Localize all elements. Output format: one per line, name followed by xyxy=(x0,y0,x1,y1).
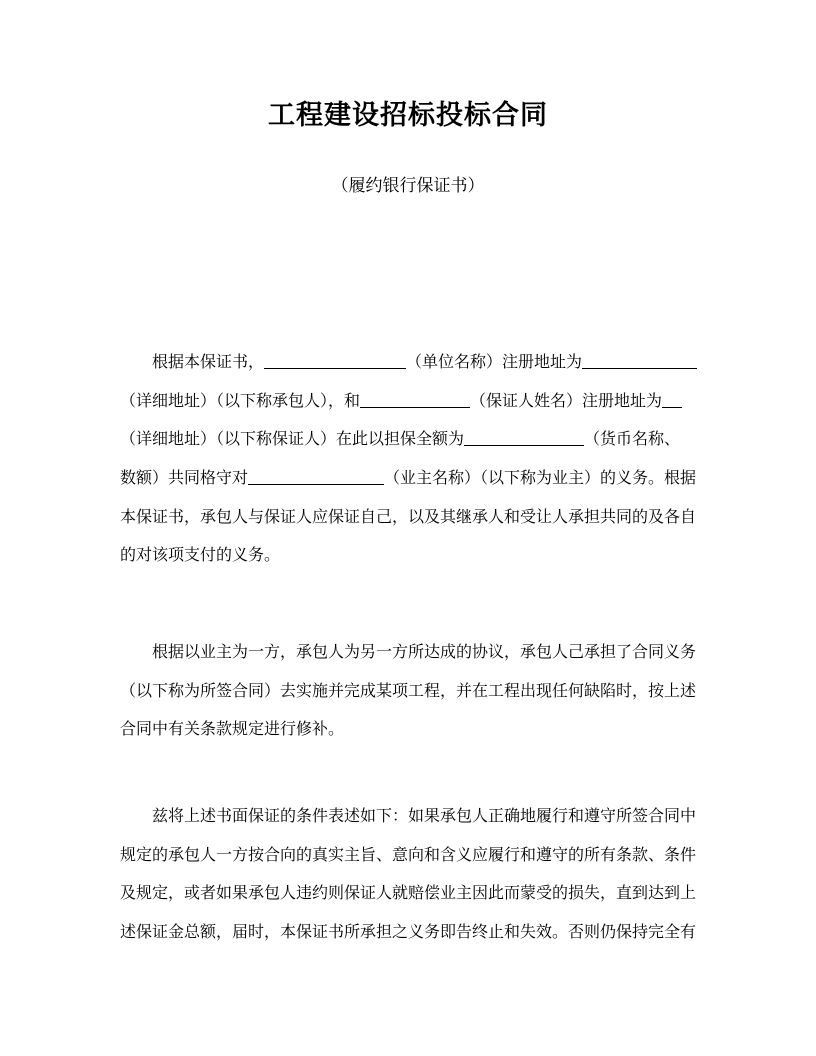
fill-in-blank-underline xyxy=(248,464,384,485)
text-segment: （详细地址）（以下称承包人），和 xyxy=(120,390,361,410)
text-segment: （单位名称）注册地址为 xyxy=(406,352,583,371)
document-subtitle: （履约银行保证书） xyxy=(331,176,485,196)
text-segment: （业主名称）（以下称为业主）的义务。根据 xyxy=(384,468,697,488)
text-segment: 根据本保证书， xyxy=(152,352,265,371)
text-line: 本保证书，承包人与保证人应保证自己，以及其继承人和受让人承担共同的及各自 xyxy=(120,506,697,526)
text-line: 述保证金总额，届时，本保证书所承担之义务即告终止和失效。否则仍保持完全有 xyxy=(120,922,697,942)
text-segment: 数额）共同格守对 xyxy=(120,468,249,488)
text-line: 及规定，或者如果承包人违约则保证人就赔偿业主因此而蒙受的损失，直到达到上 xyxy=(120,883,697,903)
text-segment: （保证人姓名）注册地址为 xyxy=(470,390,663,410)
text-segment: （货币名称、 xyxy=(584,429,681,449)
fill-in-blank-underline xyxy=(662,387,682,408)
text-line xyxy=(120,459,700,498)
text-line xyxy=(120,382,700,421)
text-line: 规定的承包人一方按合向的真实主旨、意向和含义应履行和遵守的所有条款、条件 xyxy=(120,844,697,864)
text-line xyxy=(120,343,700,382)
text-segment: （详细地址）（以下称保证人）在此以担保全额为 xyxy=(120,429,465,449)
paragraph-contract-obligation xyxy=(120,633,700,749)
fill-in-blank-underline xyxy=(582,348,697,369)
fill-in-blank-underline xyxy=(464,425,584,446)
fill-in-blank-underline xyxy=(264,348,406,369)
paragraph-guarantee-conditions xyxy=(120,797,700,952)
text-line: 根据以业主为一方，承包人为另一方所达成的协议，承包人己承担了合同义务 xyxy=(152,642,697,661)
text-line: 兹将上述书面保证的条件表述如下：如果承包人正确地履行和遵守所签合同中 xyxy=(152,806,697,825)
paragraph-guarantee-parties xyxy=(120,343,700,575)
fill-in-blank-underline xyxy=(360,387,470,408)
document-title: 工程建设招标投标合同 xyxy=(268,100,548,131)
text-line: （以下称为所签合同）去实施并完成某项工程，并在工程出现任何缺陷时，按上述 xyxy=(120,680,697,700)
text-line: 的对该项支付的义务。 xyxy=(120,545,281,565)
text-line xyxy=(120,420,700,459)
text-line: 合同中有关条款规定进行修补。 xyxy=(120,719,345,739)
